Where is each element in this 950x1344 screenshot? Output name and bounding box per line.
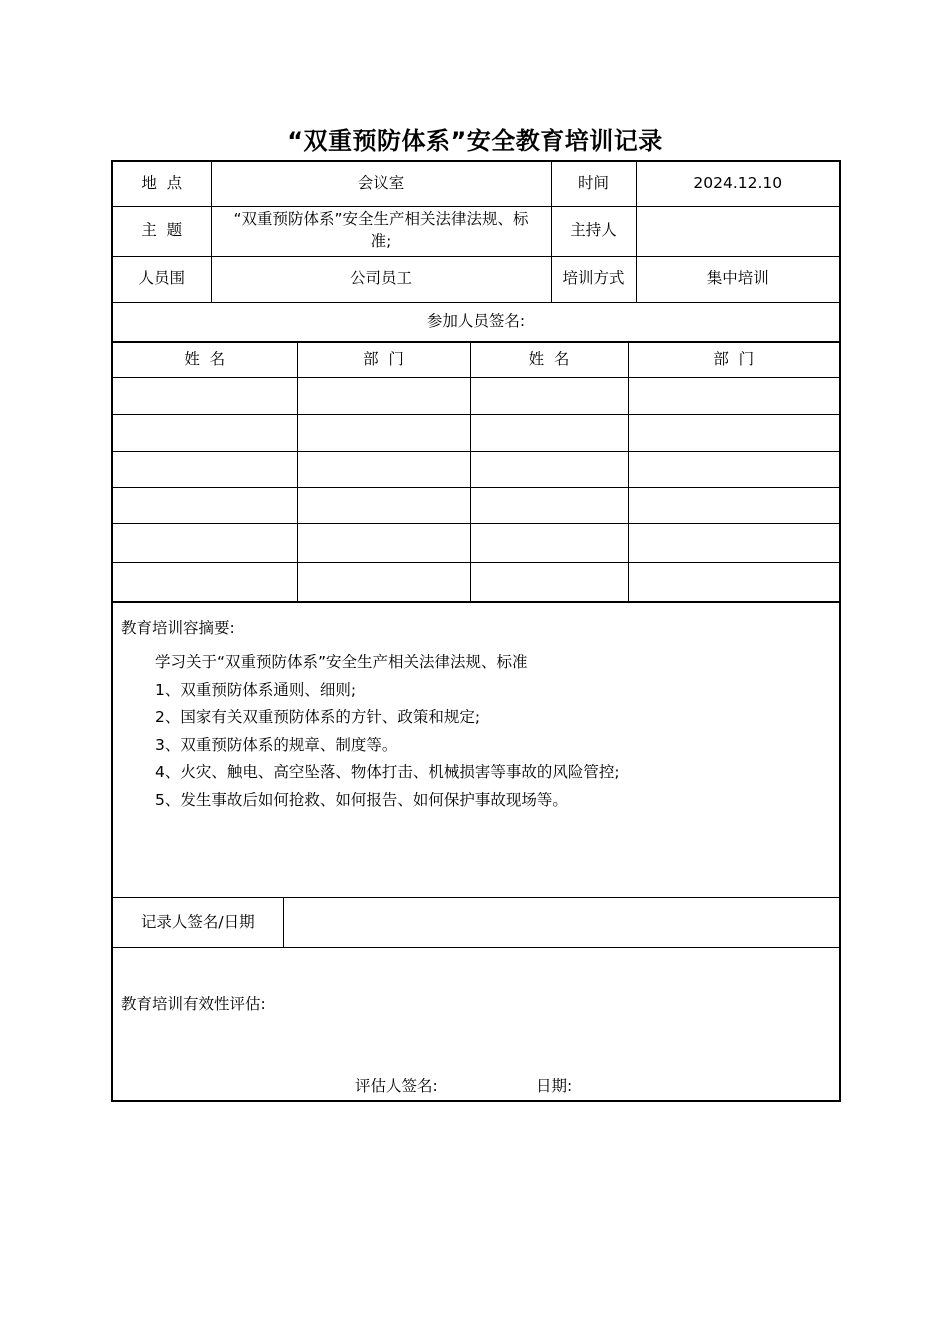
table-row <box>112 524 840 563</box>
sign-cell[interactable] <box>112 488 297 524</box>
table-row <box>112 452 840 488</box>
sign-cell[interactable] <box>628 415 840 452</box>
evaluation-date-label: 日期: <box>536 1077 573 1095</box>
topic-label: 主 题 <box>112 206 211 256</box>
sign-cell[interactable] <box>112 563 297 602</box>
method-value: 集中培训 <box>636 256 840 302</box>
sign-cell[interactable] <box>297 415 470 452</box>
recorder-value[interactable] <box>283 898 840 948</box>
header-dept-2: 部 门 <box>628 342 840 378</box>
attendance-table <box>111 341 841 602</box>
host-label: 主持人 <box>551 206 636 256</box>
sign-cell[interactable] <box>297 378 470 415</box>
sign-cell[interactable] <box>470 488 628 524</box>
header-dept-1: 部 门 <box>297 342 470 378</box>
header-name-2: 姓 名 <box>470 342 628 378</box>
method-label: 培训方式 <box>551 256 636 302</box>
table-row <box>112 415 840 452</box>
topic-value: “双重预防体系”安全生产相关法律法规、标准; <box>211 206 551 256</box>
summary-table <box>111 602 841 1102</box>
sign-cell[interactable] <box>628 452 840 488</box>
table-row <box>112 378 840 415</box>
scope-value: 公司员工 <box>211 256 551 302</box>
location-value: 会议室 <box>211 161 551 206</box>
evaluation-section <box>112 948 840 1102</box>
sign-cell[interactable] <box>628 488 840 524</box>
time-value: 2024.12.10 <box>636 161 840 206</box>
sign-cell[interactable] <box>470 563 628 602</box>
summary-line: 1、双重预防体系通则、细则; <box>155 680 357 699</box>
summary-section <box>112 603 840 898</box>
sign-cell[interactable] <box>297 452 470 488</box>
table-row <box>112 563 840 602</box>
sign-cell[interactable] <box>628 378 840 415</box>
sign-cell[interactable] <box>628 524 840 563</box>
sign-cell[interactable] <box>112 452 297 488</box>
sign-cell[interactable] <box>470 524 628 563</box>
time-label: 时间 <box>551 161 636 206</box>
summary-line: 2、国家有关双重预防体系的方针、政策和规定; <box>155 708 481 726</box>
evaluator-signature-label: 评估人签名: <box>355 1077 438 1095</box>
summary-label: 教育培训容摘要: <box>121 619 235 637</box>
sign-cell[interactable] <box>470 415 628 452</box>
table-row <box>112 488 840 524</box>
info-table <box>111 160 841 343</box>
summary-line: 4、火灾、触电、高空坠落、物体打击、机械损害等事故的风险管控; <box>155 763 620 781</box>
scope-label: 人员围 <box>112 256 211 302</box>
location-label: 地 点 <box>112 161 211 206</box>
sign-cell[interactable] <box>297 488 470 524</box>
sign-cell[interactable] <box>112 378 297 415</box>
sign-cell[interactable] <box>112 524 297 563</box>
document-title: “双重预防体系”安全教育培训记录 <box>287 127 663 155</box>
summary-line: 5、发生事故后如何抢救、如何报告、如何保护事故现场等。 <box>155 790 568 809</box>
sign-cell[interactable] <box>112 415 297 452</box>
evaluation-label: 教育培训有效性评估: <box>121 995 266 1013</box>
host-value <box>636 206 840 256</box>
sign-cell[interactable] <box>297 524 470 563</box>
summary-line: 3、双重预防体系的规章、制度等。 <box>155 735 398 754</box>
sign-cell[interactable] <box>628 563 840 602</box>
summary-line: 学习关于“双重预防体系”安全生产相关法律法规、标准 <box>155 653 528 671</box>
attendees-label: 参加人员签名: <box>112 302 840 342</box>
sign-cell[interactable] <box>470 378 628 415</box>
sign-cell[interactable] <box>470 452 628 488</box>
recorder-label: 记录人签名/日期 <box>112 898 283 948</box>
sign-cell[interactable] <box>297 563 470 602</box>
summary-lines <box>155 649 620 814</box>
header-name-1: 姓 名 <box>112 342 297 378</box>
